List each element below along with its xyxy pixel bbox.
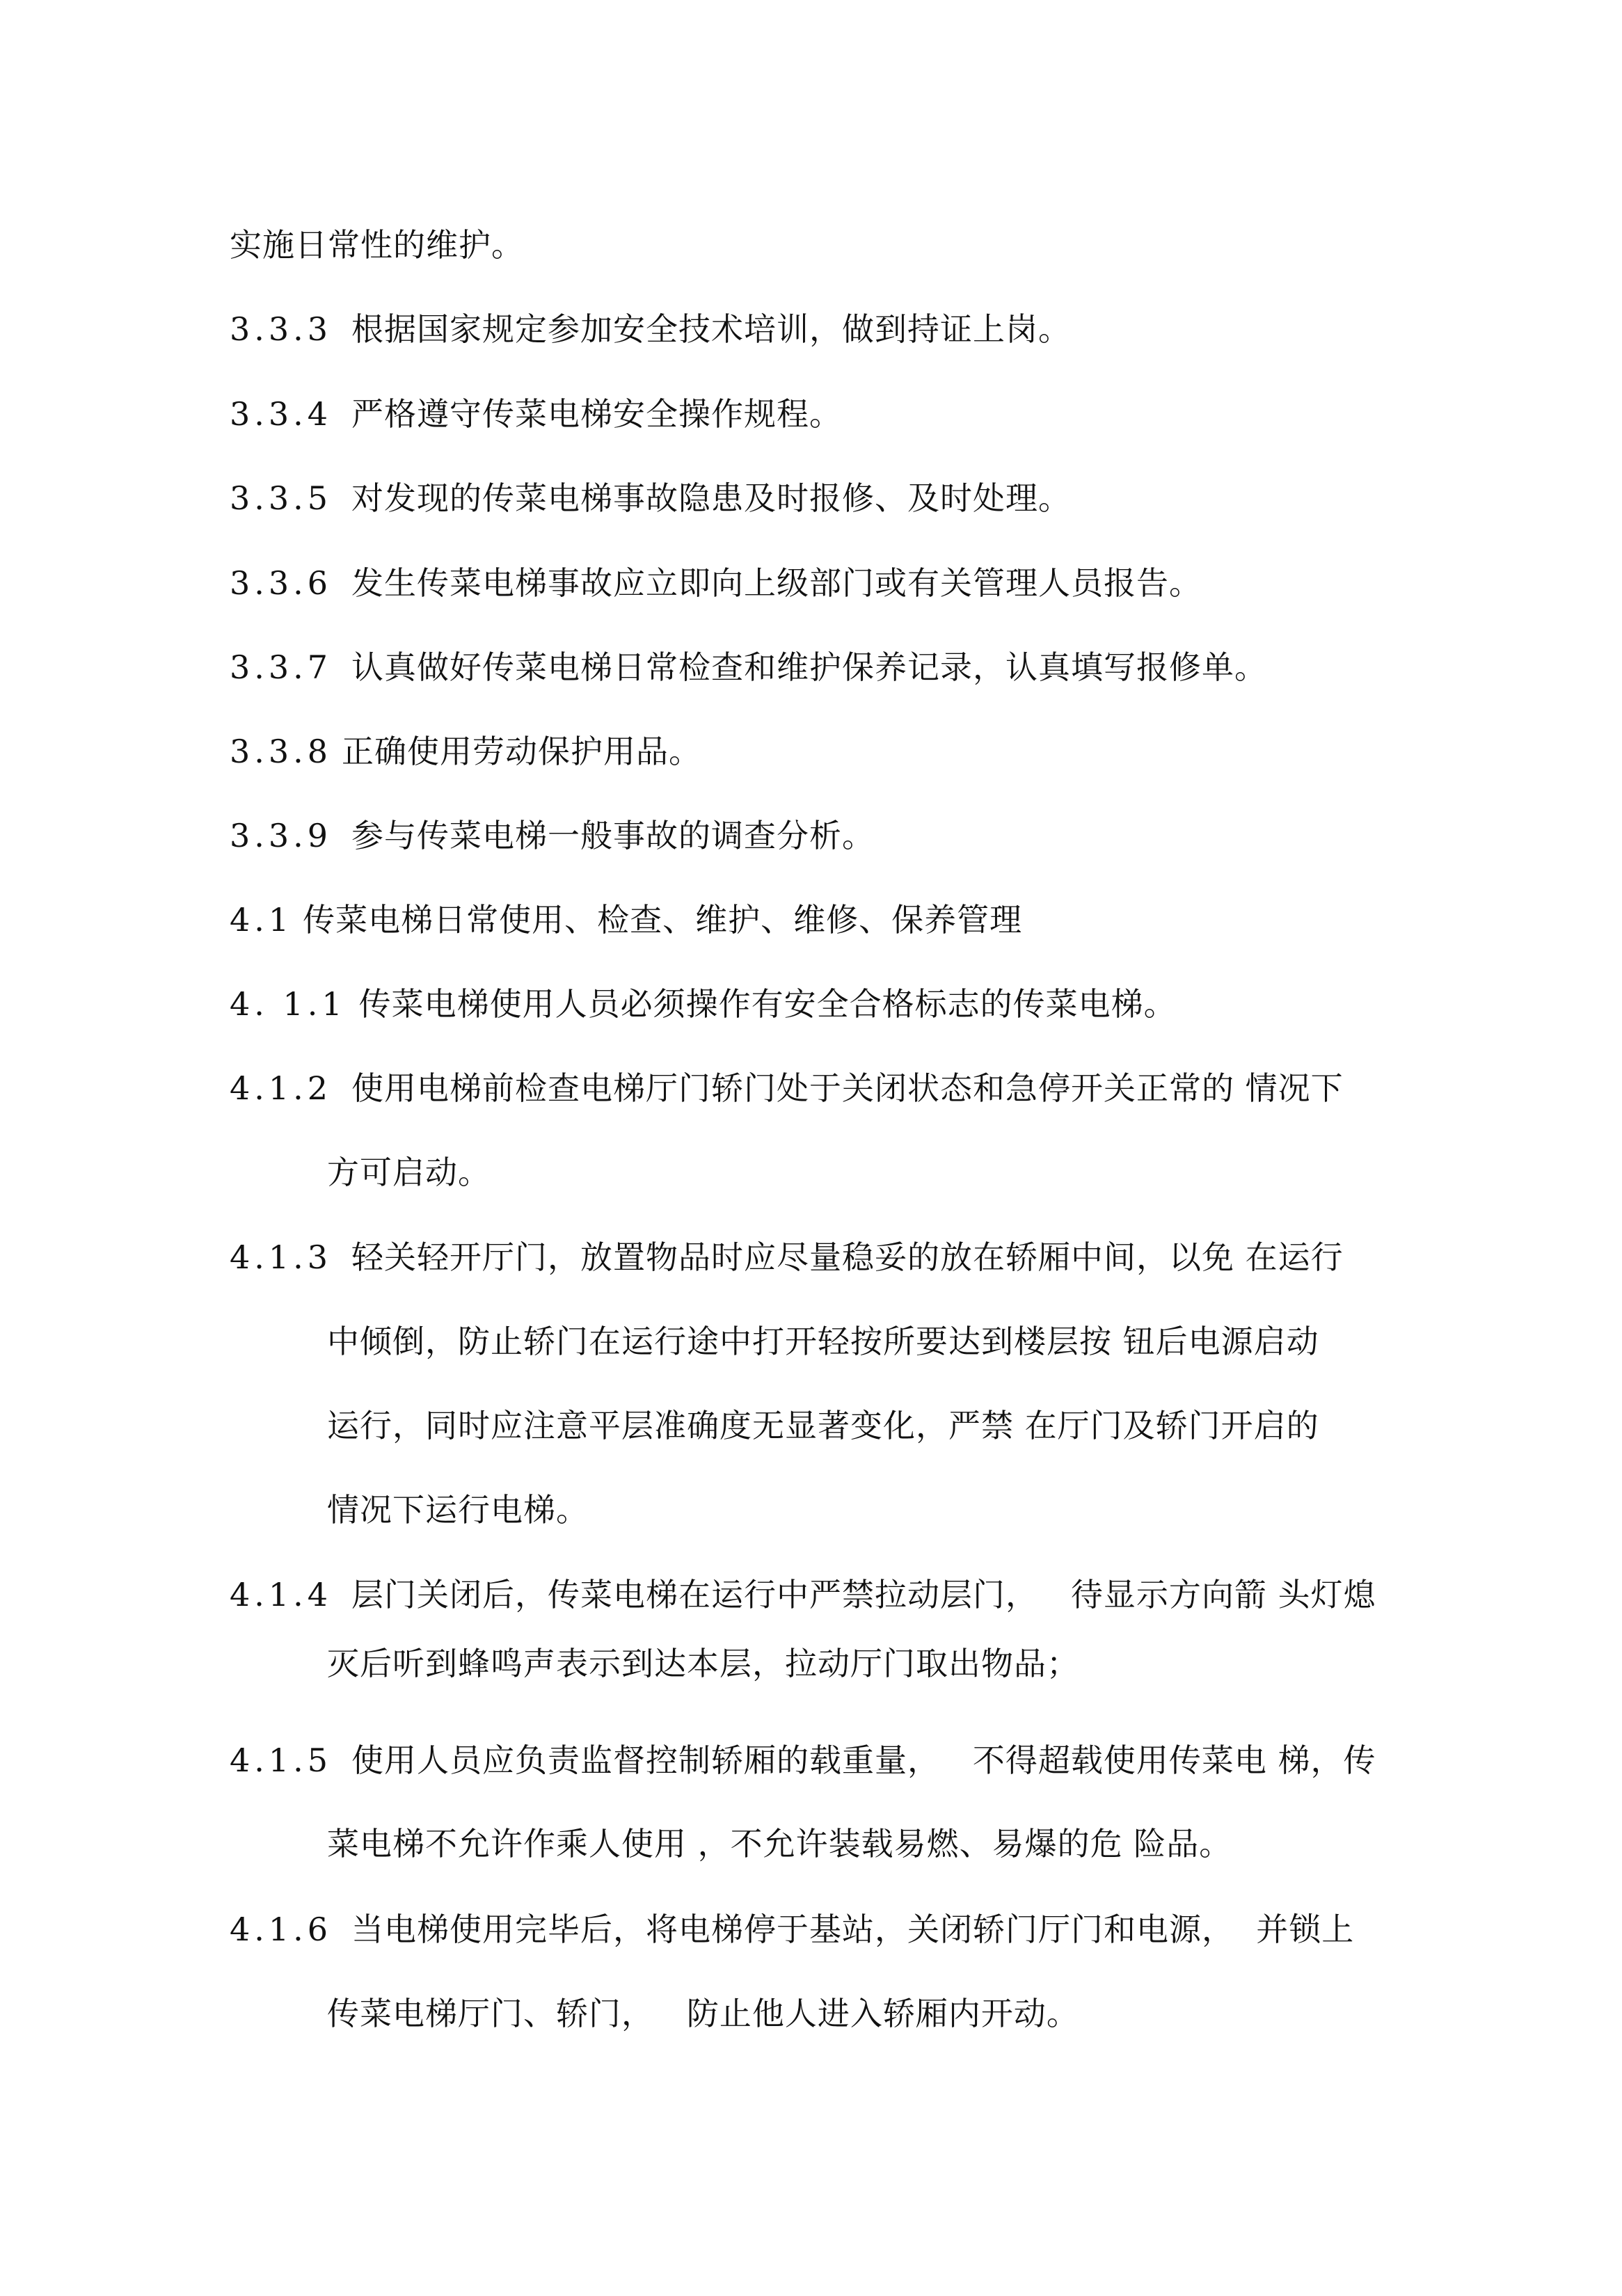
clause-number: 3.3.3 [230, 310, 333, 348]
clause-continuation-line [327, 1823, 1232, 1865]
clause-number: 4.1.2 [230, 1069, 333, 1107]
clause-4-1-2 [230, 1067, 1344, 1109]
clause-number: 4.1.6 [230, 1911, 333, 1948]
clause-text: 参与传菜电梯一般事故的调查分析。 [351, 817, 875, 854]
clause-text: 发生传菜电梯事故应立即向上级部门或有关管理人员报告。 [351, 564, 1202, 602]
clause-number: 3.3.9 [230, 817, 333, 854]
clause-text: 根据国家规定参加安全技术培训，做到持证上岗。 [351, 310, 1072, 348]
clause-3-3-6 [230, 562, 1202, 604]
clause-number: 4. 1.1 [230, 985, 347, 1023]
clause-3-3-7 [230, 646, 1267, 688]
clause-continuation-line [327, 1405, 1319, 1446]
line-text: 传菜电梯厅门、轿门， 防止他人进入轿厢内开动。 [327, 1995, 1079, 2032]
clause-text: 对发现的传菜电梯事故隐患及时报修、及时处理。 [351, 479, 1072, 517]
clause-continuation-line [327, 1151, 491, 1193]
clause-4-1-5 [230, 1739, 1376, 1781]
clause-continuation-line [327, 1321, 1319, 1362]
line-text: 实施日常性的维护。 [230, 226, 524, 264]
line-text: 菜电梯不允许作乘人使用 ，不允许装载易燃、易爆的危 险品。 [327, 1825, 1232, 1863]
clause-number: 4.1.3 [230, 1238, 333, 1276]
clause-continuation-line [327, 1489, 589, 1531]
section-number: 4.1 [230, 901, 294, 939]
clause-text: 层门关闭后，传菜电梯在运行中严禁拉动层门， 待显示方向箭 头灯熄 [351, 1576, 1376, 1613]
clause-3-3-8 [230, 731, 701, 772]
clause-number: 3.3.5 [230, 479, 333, 517]
clause-4-1-6 [230, 1908, 1354, 1950]
clause-text: 传菜电梯使用人员必须操作有安全合格标志的传菜电梯。 [358, 985, 1177, 1023]
clause-4-1-4 [230, 1574, 1376, 1616]
clause-3-3-4 [230, 393, 842, 435]
clause-text: 使用电梯前检查电梯厅门轿门处于关闭状态和急停开关正常的 情况下 [351, 1069, 1344, 1107]
clause-3-3-3 [230, 308, 1071, 350]
clause-text: 认真做好传菜电梯日常检查和维护保养记录，认真填写报修单。 [351, 648, 1268, 686]
clause-number: 4.1.5 [230, 1741, 333, 1779]
clause-number: 3.3.7 [230, 648, 333, 686]
clause-number: 3.3.4 [230, 395, 333, 433]
clause-number: 3.3.8 [230, 733, 333, 770]
line-text: 中倾倒，防止轿门在运行途中打开轻按所要达到楼层按 钮后电源启动 [327, 1323, 1319, 1360]
clause-text: 使用人员应负责监督控制轿厢的载重量， 不得超载使用传菜电 梯，传 [351, 1741, 1376, 1779]
clause-3-3-9 [230, 815, 875, 856]
clause-continuation-line [327, 1993, 1079, 2034]
clause-4-1-3 [230, 1236, 1344, 1278]
section-4-1-heading [230, 899, 1022, 941]
line-text: 灭后听到蜂鸣声表示到达本层，拉动厅门取出物品； [327, 1645, 1079, 1682]
paragraph-line [230, 224, 524, 266]
clause-continuation-line [327, 1643, 1079, 1684]
line-text: 方可启动。 [327, 1154, 491, 1191]
clause-text: 严格遵守传菜电梯安全操作规程。 [351, 395, 843, 433]
clause-text: 当电梯使用完毕后，将电梯停于基站，关闭轿门厅门和电源， 并锁上 [351, 1911, 1355, 1948]
clause-4-1-1 [230, 983, 1177, 1025]
clause-3-3-5 [230, 477, 1071, 519]
clause-text: 轻关轻开厅门，放置物品时应尽量稳妥的放在轿厢中间，以免 在运行 [351, 1238, 1344, 1276]
clause-number: 3.3.6 [230, 564, 333, 602]
section-title: 传菜电梯日常使用、检查、维护、维修、保养管理 [303, 901, 1023, 939]
clause-number: 4.1.4 [230, 1576, 333, 1613]
line-text: 情况下运行电梯。 [327, 1491, 589, 1529]
line-text: 运行，同时应注意平层准确度无显著变化，严禁 在厅门及轿门开启的 [327, 1407, 1319, 1444]
clause-text: 正确使用劳动保护用品。 [342, 733, 702, 770]
